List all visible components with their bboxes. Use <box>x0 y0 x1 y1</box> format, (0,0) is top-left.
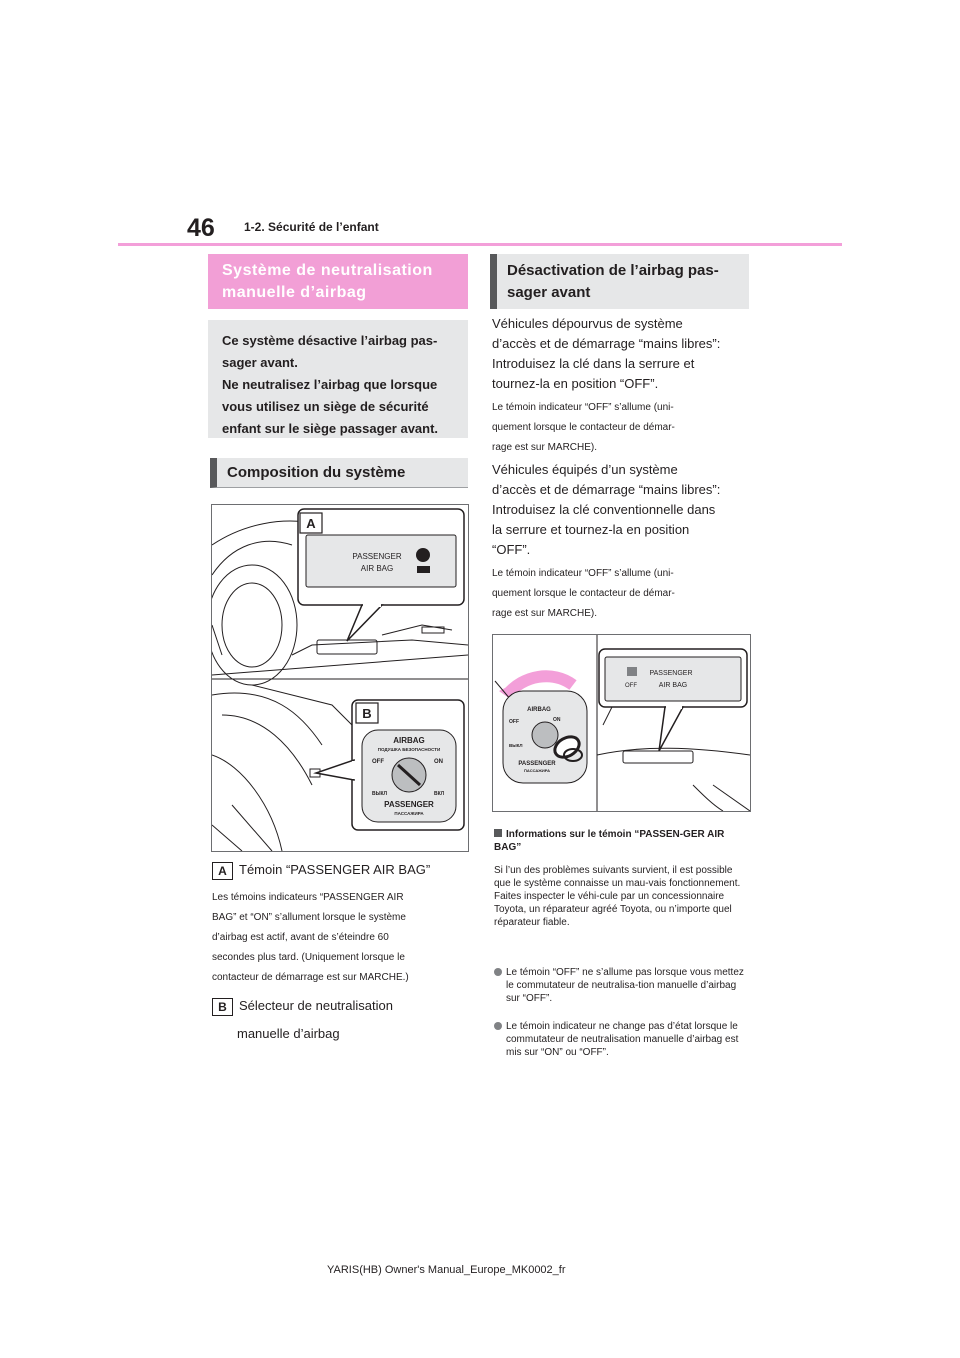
item-a-description <box>212 888 468 988</box>
deactivation-drawing <box>493 635 750 811</box>
footer-text: YARIS(HB) Owner's Manual_Europe_MK0002_fr <box>327 1264 566 1276</box>
airbag-off-icon <box>627 667 637 676</box>
item-a-desc-line: d’airbag est actif, avant de s’éteindre 60 <box>212 932 389 943</box>
intro-box <box>208 320 468 438</box>
switch-passenger-text: PASSENGER <box>384 800 434 809</box>
indicator-text-2: AIR BAG <box>360 564 394 573</box>
switch-off-ru-text: ВЫКЛ <box>372 791 388 797</box>
item-a-title-text: Témoin “PASSENGER AIR BAG” <box>239 862 431 877</box>
note-line: rage est sur MARCHE). <box>492 442 598 453</box>
para-line: tournez-la en position “OFF”. <box>492 376 659 391</box>
switch-passenger-ru-text: ПАССАЖИРА <box>524 768 550 773</box>
note-line: quement lorsque le contacteur de démar- <box>492 588 675 599</box>
bullet-dot-icon <box>494 1022 502 1030</box>
note-1 <box>492 398 750 458</box>
intro-line: Ne neutralisez l’airbag que lorsque <box>222 377 438 392</box>
indicator-off-text: OFF <box>625 683 637 689</box>
callout-b-label: B <box>362 706 372 721</box>
para-without-smart-key <box>492 314 750 394</box>
item-b-title-text: Sélecteur de neutralisation <box>239 998 393 1013</box>
callout-b-badge: B <box>212 998 233 1016</box>
para-line: d’accès et de démarrage “mains libres”: <box>492 336 721 351</box>
note-2 <box>492 564 750 624</box>
pink-heading: Système de neutralisation manuelle d’airbag <box>208 254 468 309</box>
switch-airbag-text: AIRBAG <box>527 707 551 713</box>
para-with-smart-key <box>492 460 750 560</box>
switch-on-text: ON <box>553 717 561 723</box>
para-line: la serrure et tournez-la en position <box>492 522 690 537</box>
indicator-text-2: AIR BAG <box>658 682 688 689</box>
system-illustration <box>211 504 469 852</box>
indicator-text-1: PASSENGER <box>352 552 402 561</box>
item-a-title <box>212 860 468 880</box>
para-line: Véhicules dépourvus de système <box>492 316 683 331</box>
intro-line: enfant sur le siège passager avant. <box>222 421 439 436</box>
deactivation-heading: Désactivation de l’airbag pas-sager avant <box>490 254 749 309</box>
switch-off-text: OFF <box>509 719 519 725</box>
intro-line: sager avant. <box>222 355 298 370</box>
item-b-title <box>212 996 468 1016</box>
bullet-text: Le témoin indicateur ne change pas d’état lorsque le commutateur de neutralisation manuelle d’airbag est mis sur “ON” ou “OFF”. <box>506 1021 739 1058</box>
switch-on-text: ON <box>434 759 443 765</box>
para-line: d’accès et de démarrage “mains libres”: <box>492 482 721 497</box>
intro-line: vous utilisez un siège de sécurité <box>222 399 429 414</box>
switch-airbag-ru-text: ПОДУШКА БЕЗОПАСНОСТИ <box>377 747 441 752</box>
indicator-text-1: PASSENGER <box>649 670 693 677</box>
info-body: Si l’un des problèmes suivants survient, il est possible que le système connaisse un mau-vais fonctionnement. Faites inspecter le véhi-cule par un concessionnaire Toyota, un réparateur agréé Toyota, ou n’importe quel réparateur fiable. <box>494 865 741 928</box>
page-number: 46 <box>187 214 215 242</box>
deactivation-illustration <box>492 634 751 812</box>
intro-line: Ce système désactive l’airbag pas- <box>222 333 438 348</box>
item-b-title-2: manuelle d’airbag <box>237 1026 340 1041</box>
switch-passenger-ru-text: ПАССАЖИРА <box>394 811 424 816</box>
switch-off-ru-text: ВЫКЛ <box>509 743 523 748</box>
item-a-desc-line: secondes plus tard. (Uniquement lorsque le <box>212 952 405 963</box>
section-title: 1-2. Sécurité de l’enfant <box>244 220 379 234</box>
switch-airbag-text: AIRBAG <box>393 736 425 745</box>
para-line: “OFF”. <box>492 542 531 557</box>
composition-heading: Composition du système <box>210 458 468 488</box>
callout-a-badge: A <box>212 862 233 880</box>
square-bullet-icon <box>494 829 502 837</box>
note-line: Le témoin indicateur “OFF” s’allume (uni- <box>492 402 674 413</box>
note-line: quement lorsque le contacteur de démar- <box>492 422 675 433</box>
switch-off-text: OFF <box>372 759 384 765</box>
note-line: Le témoin indicateur “OFF” s’allume (uni- <box>492 568 674 579</box>
bullet-item <box>494 1020 749 1059</box>
info-heading <box>494 828 750 854</box>
header-rule <box>118 243 842 246</box>
item-a-desc-line: Les témoins indicateurs “PASSENGER AIR <box>212 892 404 903</box>
info-heading-text: Informations sur le témoin “PASSEN-GER AIR BAG” <box>494 829 725 853</box>
para-line: Introduisez la clé dans la serrure et <box>492 356 695 371</box>
system-drawing <box>212 505 468 851</box>
on-lamp-icon <box>417 566 430 573</box>
para-line: Introduisez la clé conventionnelle dans <box>492 502 716 517</box>
bullet-item <box>494 966 749 1005</box>
bullet-text: Le témoin “OFF” ne s’allume pas lorsque vous mettez le commutateur de neutralisa-tion manuelle d’airbag sur “OFF”. <box>506 967 744 1004</box>
item-a-desc-line: contacteur de démarrage est sur MARCHE.) <box>212 972 409 983</box>
bullet-dot-icon <box>494 968 502 976</box>
switch-passenger-text: PASSENGER <box>518 761 556 767</box>
para-line: Véhicules équipés d’un système <box>492 462 678 477</box>
key-lock-icon <box>532 722 558 748</box>
callout-a-label: A <box>306 516 316 531</box>
airbag-icon <box>416 548 430 562</box>
switch-on-ru-text: ВКЛ <box>434 791 445 797</box>
item-a-desc-line: BAG” et “ON” s’allument lorsque le système <box>212 912 406 923</box>
note-line: rage est sur MARCHE). <box>492 608 598 619</box>
